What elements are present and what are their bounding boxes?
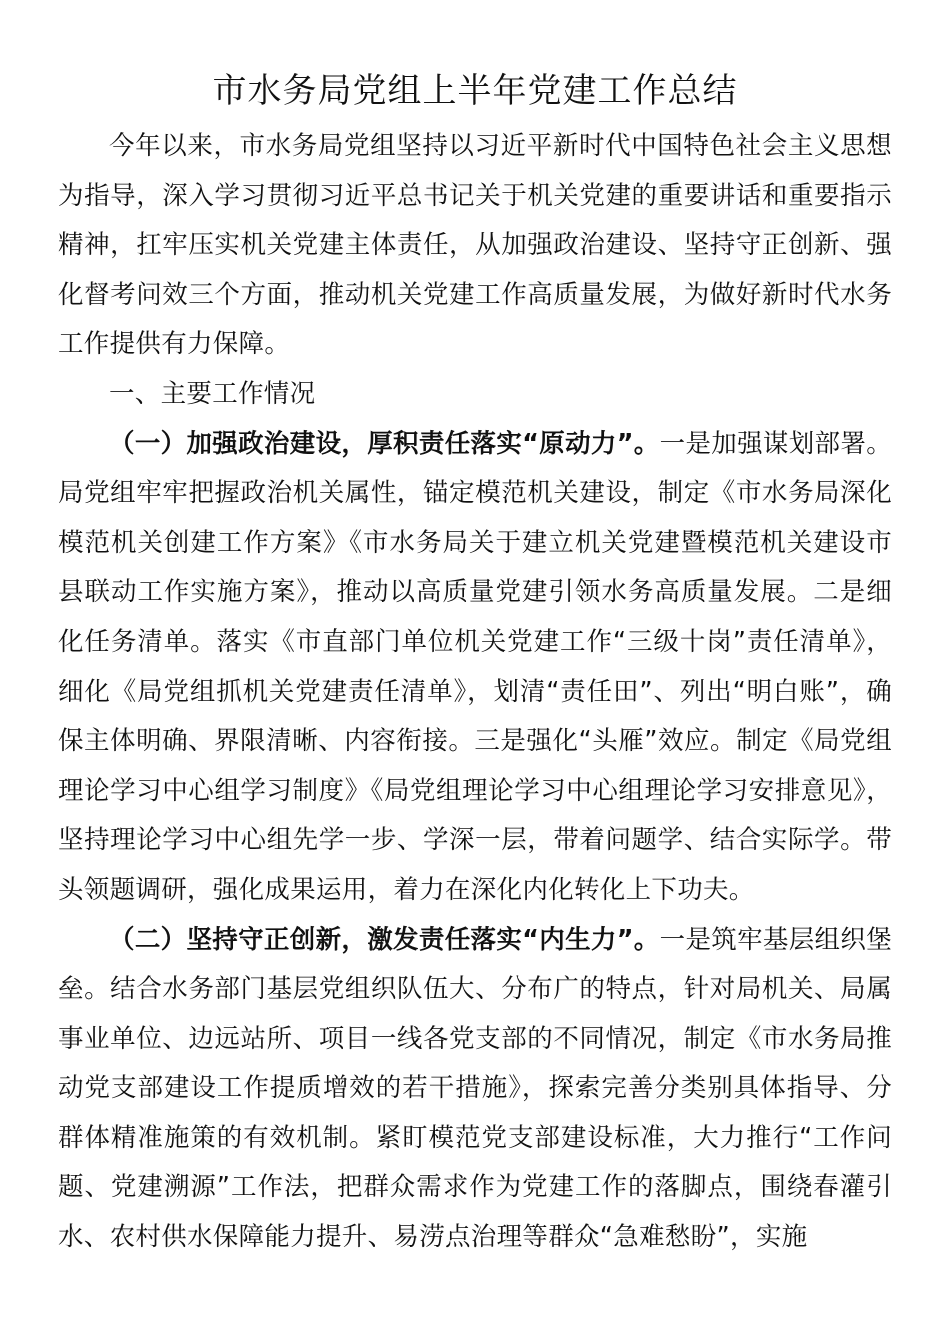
section-2-paragraph — [58, 916, 892, 1263]
section-heading: 一、主要工作情况 — [109, 378, 316, 409]
section-2-body: 一是筑牢基层组织堡垒。结合水务部门基层党组织队伍大、分布广的特点，针对局机关、局属事业单位、边远站所、项目一线各党支部的不同情况，制定《市水务局推动党支部建设工作提质增效的若干措施》，探索完善分类别具体指导、分群体精准施策的有效机制。紧盯模范党支部建设标准，大力推行“工作问题、党建溯源”工作法，把群众需求作为党建工作的落脚点，围绕春灌引水、农村供水保障能力提升、易涝点治理等群众“急难愁盼”，实施 — [58, 924, 893, 1253]
intro-paragraph: 今年以来，市水务局党组坚持以习近平新时代中国特色社会主义思想为指导，深入学习贯彻习近平总书记关于机关党建的重要讲话和重要指示精神，扛牢压实机关党建主体责任，从加强政治建设、坚持守正创新、强化督考问效三个方面，推动机关党建工作高质量发展，为做好新时代水务工作提供有力保障。 — [58, 131, 892, 360]
section-1-lead: （一）加强政治建设，厚积责任落实“原动力”。 — [109, 428, 660, 459]
section-2-lead: （二）坚持守正创新，激发责任落实“内生力”。 — [109, 924, 660, 955]
document-body — [58, 66, 892, 1263]
section-1-paragraph — [58, 420, 892, 916]
section-1-body: 一是加强谋划部署。局党组牢牢把握政治机关属性，锚定模范机关建设，制定《市水务局深化模范机关创建工作方案》《市水务局关于建立机关党建暨模范机关建设市县联动工作实施方案》，推动以高质量党建引领水务高质量发展。二是细化任务清单。落实《市直部门单位机关党建工作“三级十岗”责任清单》，细化《局党组抓机关党建责任清单》，划清“责任田”、列出“明白账”，确保主体明确、界限清晰、内容衔接。三是强化“头雁”效应。制定《局党组理论学习中心组学习制度》《局党组理论学习中心组理论学习安排意见》，坚持理论学习中心组先学一步、学深一层，带着问题学、结合实际学。带头领题调研，强化成果运用，着力在深化内化转化上下功夫。 — [58, 428, 893, 905]
document-title: 市水务局党组上半年党建工作总结 — [212, 71, 738, 111]
